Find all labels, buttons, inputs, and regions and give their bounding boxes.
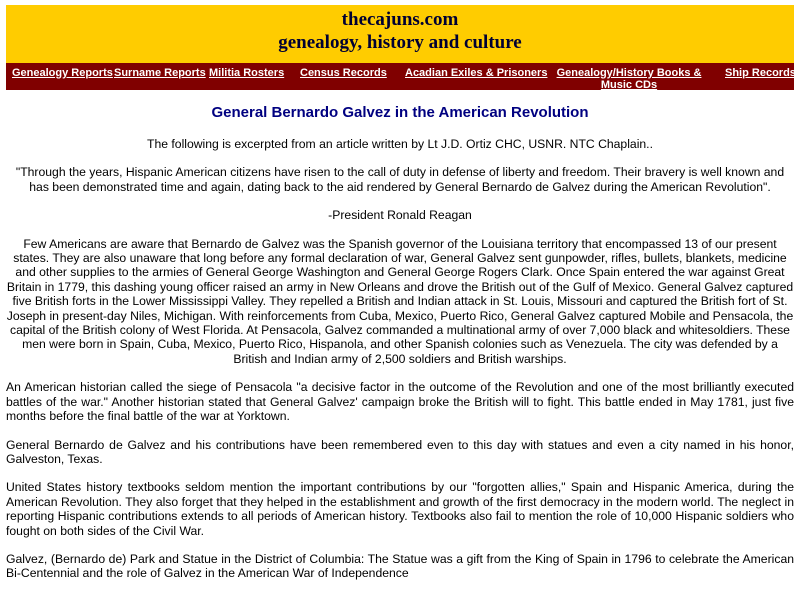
site-tagline: genealogy, history and culture xyxy=(278,32,522,53)
paragraph-galveston: General Bernardo de Galvez and his contributions have been remembered even to this day with statues and even a city named in his honor, Galveston, Texas. xyxy=(6,437,794,466)
nav-militia-rosters[interactable]: Militia Rosters xyxy=(209,67,285,79)
nav-census-records[interactable]: Census Records xyxy=(300,67,387,79)
nav-genealogy-reports[interactable]: Genealogy Reports xyxy=(12,67,113,79)
paragraph-textbooks: United States history textbooks seldom mention the important contributions by our "forgotten allies," Spain and Hispanic America, during the American Revolution. They also forget that they helped in the establishment and growth of the first democracy in the modern world. The neglect in reporting Hispanic contributions extends to all periods of American history. Textbooks also fail to mention the role of 10,000 Hispanic soldiers who fought on both sides of the Civil War. xyxy=(6,480,794,538)
nav-bar xyxy=(6,63,794,90)
reagan-quote: "Through the years, Hispanic American citizens have risen to the call of duty in defense of liberty and freedom. Their bravery is well known and has been demonstrated time and again, dating back to the aid rendered by General Bernardo de Galvez during the American Revolution". xyxy=(15,165,785,194)
site-name[interactable]: thecajuns.com xyxy=(341,9,459,30)
nav-surname-reports[interactable]: Surname Reports xyxy=(114,67,206,79)
article-title: General Bernardo Galvez in the American Revolution xyxy=(211,104,589,121)
quote-attribution: -President Ronald Reagan xyxy=(328,208,472,223)
article-intro: The following is excerpted from an article written by Lt J.D. Ortiz CHC, USNR. NTC Chaplain.. xyxy=(147,137,653,151)
paragraph-galvez-governor: Few Americans are aware that Bernardo de Galvez was the Spanish governor of the Louisiana territory that encompassed 13 of our present states. They are also unaware that long before any formal declaration of war, General Galvez sent gunpowder, rifles, bullets, blankets, medicine and other supplies to the armies of General George Washington and General George Rogers Clark. Once Spain entered the war against Great Britain in 1779, this dashing young officer raised an army in New Orleans and drove the British out of the Gulf of Mexico. General Galvez captured five British forts in the Lower Mississippi Valley. They repelled a British and Indian attack in St. Louis, Missouri and captured the British fort of St. Joseph in present-day Niles, Michigan. With reinforcements from Cuba, Mexico, Puerto Rico, General Galvez captured Mobile and Pensacola, the capital of the British colony of West Florida. At Pensacola, Galvez commanded a multinational army of over 7,000 black and whitesoldiers. These men were born in Spain, Cuba, Mexico, Puerto Rico, Hispanola, and other Spanish colonies such as Venezuela. The city was defended by a British and Indian army of 2,500 soldiers and British warships. xyxy=(6,236,794,366)
paragraph-park-statue: Galvez, (Bernardo de) Park and Statue in the District of Columbia: The Statue was a gift from the King of Spain in 1796 to celebrate the American Bi-Centennial and the role of Galvez in the American War of Independence xyxy=(6,551,794,581)
nav-books-music[interactable]: Genealogy/History Books & Music CDs xyxy=(556,67,702,91)
site-header xyxy=(6,5,794,63)
nav-acadian-exiles[interactable]: Acadian Exiles & Prisoners xyxy=(405,67,548,79)
article xyxy=(6,104,794,595)
paragraph-siege-pensacola: An American historian called the siege of Pensacola "a decisive factor in the outcome of the Revolution and one of the most brilliantly executed battles of the war." Another historian stated that General Galvez' campaign broke the British will to fight. This battle ended in May 1781, just five months before the final battle of the war at Yorktown. xyxy=(6,380,794,424)
nav-ship-records[interactable]: Ship Records xyxy=(725,67,796,79)
